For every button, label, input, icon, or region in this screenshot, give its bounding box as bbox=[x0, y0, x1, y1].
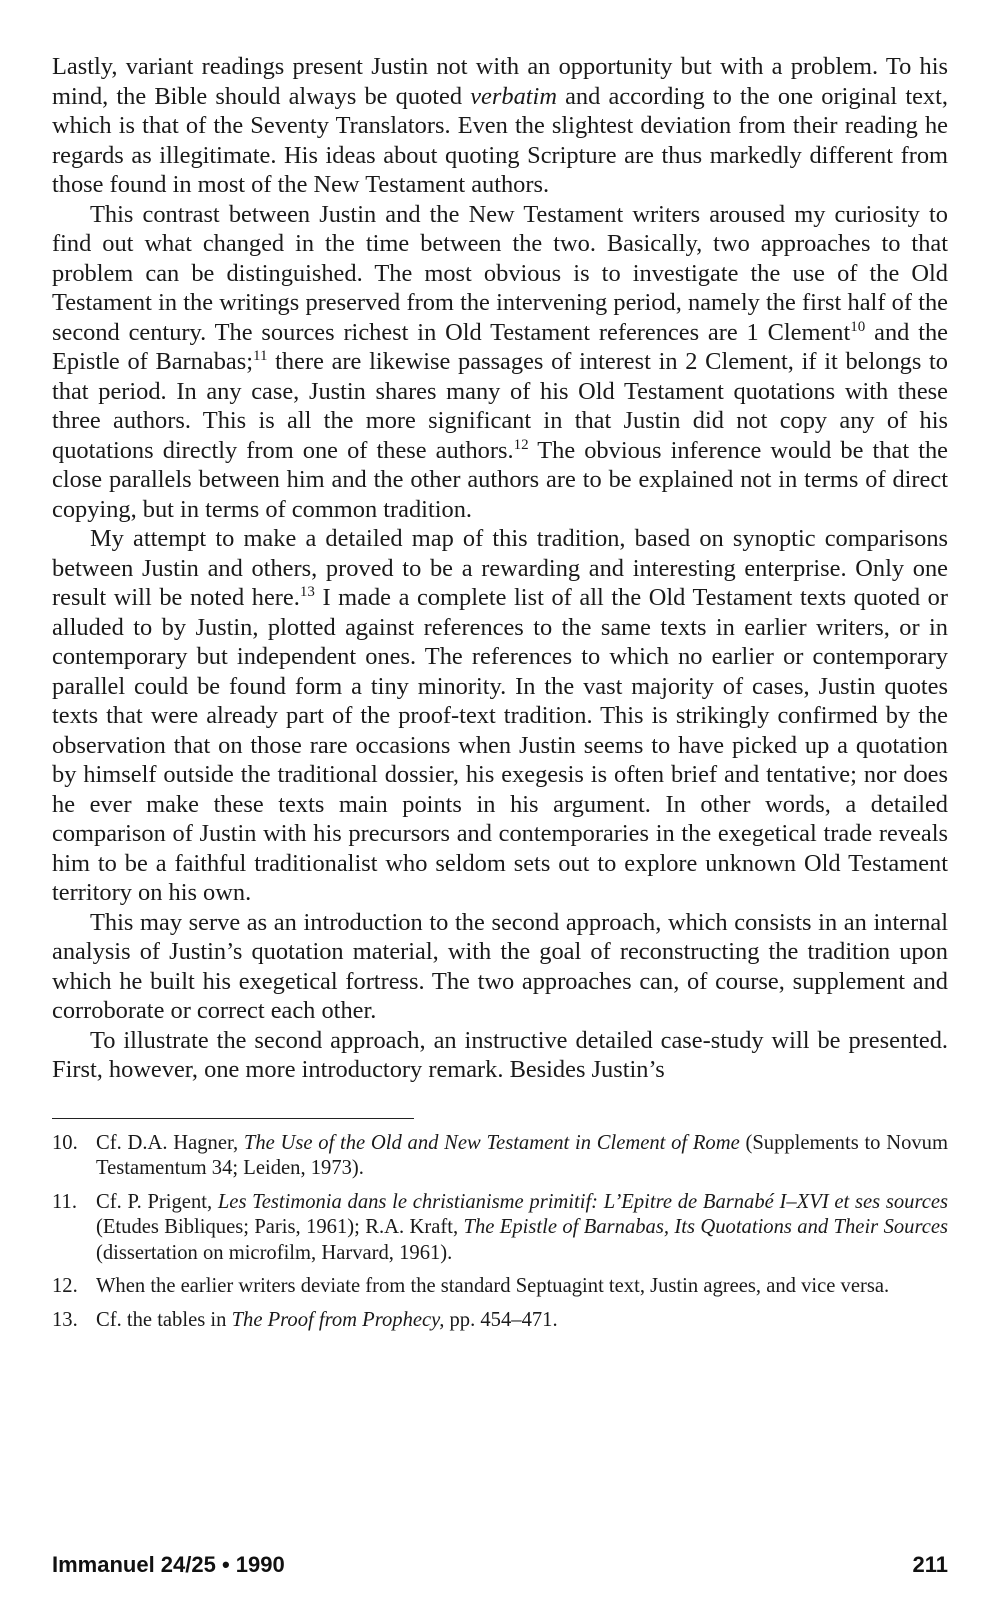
text-run: Lastly, variant readings present Justin not with an opportunity but with a problem. To his mind, the Bible should always be quoted bbox=[52, 53, 948, 110]
paragraph-1 bbox=[52, 52, 948, 200]
text-run: there are likewise passages of interest in 2 Clement, if it belongs to that period. In any case, Justin shares many of his Old Testament quotations with these three authors. This is all the more significant in that Justin did not copy any of his quotations directly from one of these authors. bbox=[52, 348, 949, 464]
text-run: My attempt to make a detailed map of this tradition, based on synoptic comparisons between Justin and others, proved to be a rewarding and interesting enterprise. Only one result will be noted here. bbox=[52, 525, 948, 611]
text-run: This contrast between Justin and the New Testament writers aroused my curiosity to find out what changed in the time between the two. Basically, two approaches to that problem can be distinguished. The most obvious is to investigate the use of the Old Testament in the writings preserved from the intervening period, namely the first half of the second century. The sources richest in Old Testament references are 1 Clement bbox=[52, 200, 948, 346]
footnote-13 bbox=[52, 1308, 948, 1334]
text-run: Cf. the tables in bbox=[96, 1308, 232, 1331]
body-text bbox=[52, 52, 948, 1085]
footnote-ref-12[interactable]: 12 bbox=[513, 436, 529, 453]
paragraph-2 bbox=[52, 200, 948, 525]
text-run: Cf. D.A. Hagner, bbox=[96, 1131, 244, 1154]
footnote-10 bbox=[52, 1131, 948, 1182]
footnote-number: 10. bbox=[52, 1131, 78, 1154]
paragraph-4: This may serve as an introduction to the second approach, which consists in an internal analysis of Justin’s quotation material, with the goal of reconstructing the tradition upon which he built his exegetical fortress. The two approaches can, of course, supplement and corroborate or correct each other. bbox=[52, 908, 948, 1024]
footnote-divider bbox=[52, 1118, 414, 1119]
footnote-number: 11. bbox=[52, 1190, 77, 1213]
text-run: (Supplements to Novum Testamentum 34; Leiden, 1973). bbox=[96, 1131, 948, 1179]
book-title: The Use of the Old and New Testament in Clement of Rome bbox=[243, 1131, 740, 1154]
journal-citation: Immanuel 24/25 • 1990 bbox=[52, 1552, 285, 1577]
footnote-number: 12. bbox=[52, 1275, 78, 1297]
footnote-ref-13[interactable]: 13 bbox=[299, 583, 315, 600]
emphasis: verbatim bbox=[470, 82, 557, 110]
book-title: The Epistle of Barnabas, Its Quotations and Their Sources bbox=[463, 1216, 948, 1238]
footnote-ref-11[interactable]: 11 bbox=[253, 347, 268, 364]
page-content bbox=[52, 52, 948, 1341]
footnote-11 bbox=[52, 1190, 948, 1267]
paragraph-3 bbox=[52, 524, 948, 908]
book-title: The Proof from Prophecy, bbox=[231, 1308, 445, 1331]
book-title: Les Testimonia dans le christianisme primitif: L’Epitre de Barnabé I–XVI et ses sources bbox=[217, 1190, 948, 1213]
text-run: pp. 454–471. bbox=[444, 1308, 558, 1331]
text-run: When the earlier writers deviate from the standard Septuagint text, Justin agrees, and vice versa. bbox=[96, 1275, 890, 1297]
text-run: and according to the one original text, which is that of the Seventy Translators. Even the slightest deviation from their reading he regards as illegitimate. His ideas about quoting Scripture are thus markedly different from those found in most of the New Testament authors. bbox=[52, 82, 948, 198]
text-run: (dissertation on microfilm, Harvard, 1961). bbox=[96, 1241, 453, 1264]
text-run: (Etudes Bibliques; Paris, 1961); R.A. Kraft, bbox=[96, 1216, 464, 1238]
footnote-number: 13. bbox=[52, 1308, 78, 1331]
footnotes bbox=[52, 1131, 948, 1334]
text-run: The obvious inference would be that the close parallels between him and the other authors are to be explained not in terms of direct copying, but in terms of common tradition. bbox=[52, 436, 948, 523]
text-run: I made a complete list of all the Old Testament texts quoted or alluded to by Justin, plotted against references to the same texts in earlier writers, or in contemporary but independent ones. The references to which no earlier or contemporary parallel could be found form a tiny minority. In the vast majority of cases, Justin quotes texts that were already part of the proof-text tradition. This is strikingly confirmed by the observation that on those rare occasions when Justin seems to have picked up a quotation by himself outside the traditional dossier, his exegesis is often brief and tentative; nor does he ever make these texts main points in his argument. In other words, a detailed comparison of Justin with his precursors and contemporaries in the exegetical trade reveals him to be a faithful traditionalist who seldom sets out to explore unknown Old Testament territory on his own. bbox=[52, 584, 948, 906]
footnote-12 bbox=[52, 1274, 948, 1300]
text-run: Cf. P. Prigent, bbox=[96, 1190, 218, 1213]
text-run: and the Epistle of Barnabas; bbox=[52, 318, 948, 375]
footnote-ref-10[interactable]: 10 bbox=[850, 318, 866, 335]
paragraph-5: To illustrate the second approach, an instructive detailed case-study will be presented. First, however, one more introductory remark. Besides Justin’s bbox=[52, 1026, 948, 1083]
page-number: 211 bbox=[912, 1552, 948, 1577]
